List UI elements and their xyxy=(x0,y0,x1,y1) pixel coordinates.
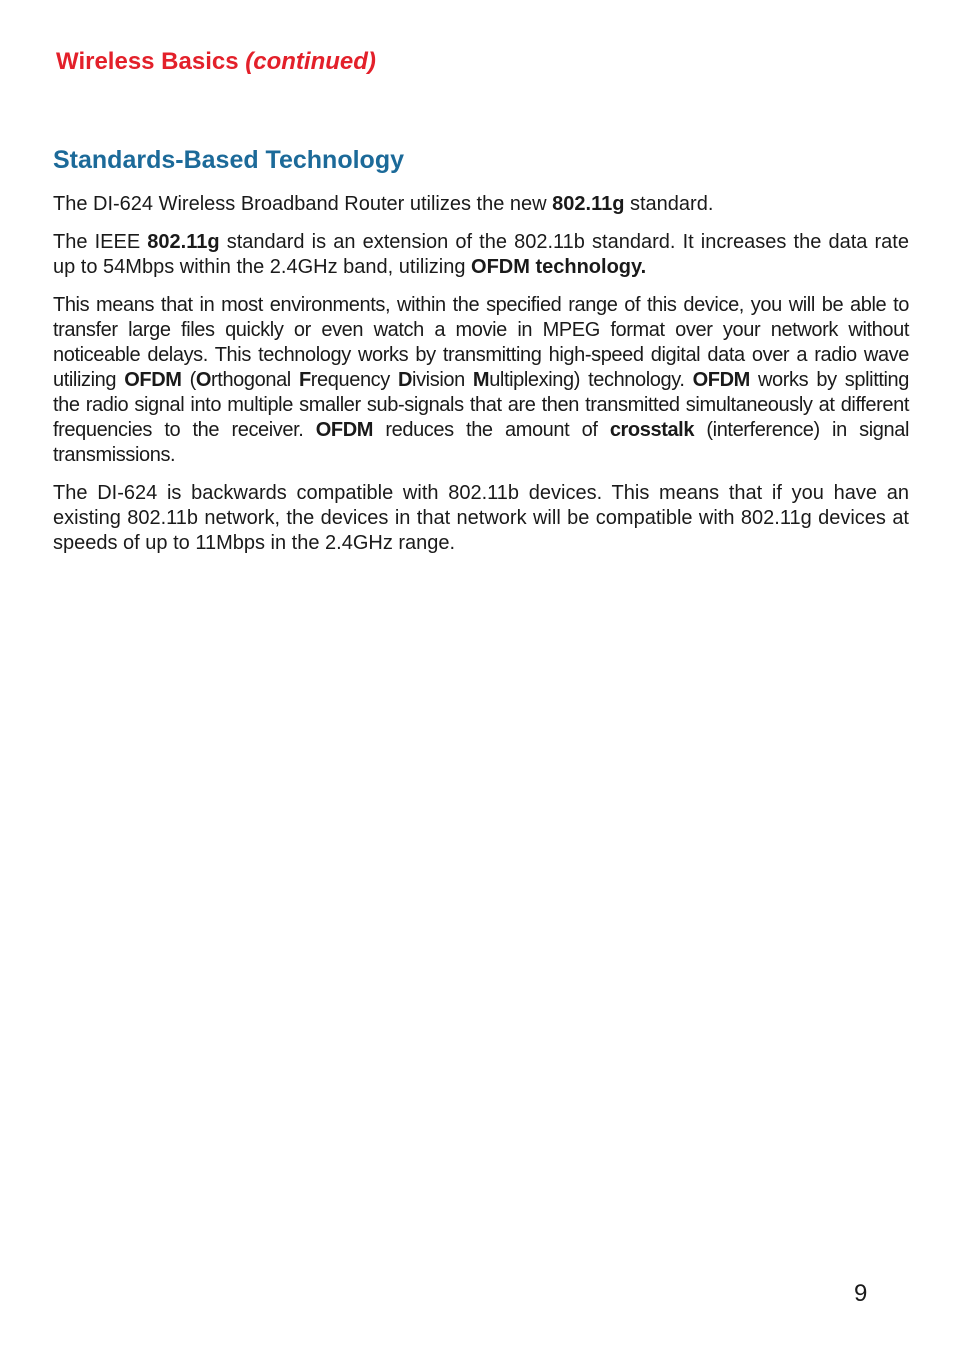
text-run: The DI-624 Wireless Broadband Router utilizes the new xyxy=(53,193,553,215)
acronym-letter: D xyxy=(397,369,413,391)
page-number: 9 xyxy=(854,1280,868,1307)
text-run: This means that in most environments, within the specified range of this device, you will be able to transfer large files quickly or even watch a movie in MPEG format over your network without noticeable delays. This technology works by transmitting high-speed digital data over a radio wave utilizing xyxy=(53,294,909,391)
text-run: works by splitting the radio signal into multiple smaller sub-signals that are then transmitted simultaneously at different frequencies to the receiver. xyxy=(53,369,909,441)
bold-term: OFDM xyxy=(124,369,182,391)
text-run: standard is an extension of the 802.11b standard. It increases the data rate up to 54Mbps within the 2.4GHz band, utilizing xyxy=(53,231,909,278)
bold-term: OFDM xyxy=(315,419,374,441)
text-run: ( xyxy=(181,369,196,391)
paragraph-2 xyxy=(53,230,909,280)
paragraph-4 xyxy=(53,481,909,556)
text-run: reduces the amount of xyxy=(373,419,610,441)
text-run: The DI-624 is backwards compatible with 802.11b devices. This means that if you have an existing 802.11b network, the devices in that network will be compatible with 802.11g devices at speeds of up to 11Mbps in the 2.4GHz range. xyxy=(53,482,909,554)
bold-term: OFDM technology. xyxy=(471,256,647,278)
bold-term: OFDM xyxy=(692,369,750,391)
paragraph-1 xyxy=(53,192,909,217)
bold-term: crosstalk xyxy=(609,419,695,441)
page-header xyxy=(56,48,376,76)
acronym-letter: F xyxy=(298,369,311,391)
text-run: standard. xyxy=(624,193,714,215)
document-body xyxy=(53,192,909,569)
section-title: Standards-Based Technology xyxy=(53,146,404,174)
text-run: ultiplexing) technology. xyxy=(489,369,693,391)
acronym-letter: O xyxy=(195,369,212,391)
header-title: Wireless Basics xyxy=(56,48,239,75)
bold-term: 802.11g xyxy=(552,193,625,215)
text-run: The IEEE xyxy=(53,231,148,253)
bold-term: 802.11g xyxy=(147,231,220,253)
paragraph-3 xyxy=(53,293,909,468)
text-run: ivision xyxy=(412,369,473,391)
text-run: rthogonal xyxy=(211,369,299,391)
text-run: requency xyxy=(310,369,398,391)
text-run: (interference) in signal transmissions. xyxy=(53,419,909,466)
header-subtitle: (continued) xyxy=(245,48,376,75)
acronym-letter: M xyxy=(472,369,490,391)
